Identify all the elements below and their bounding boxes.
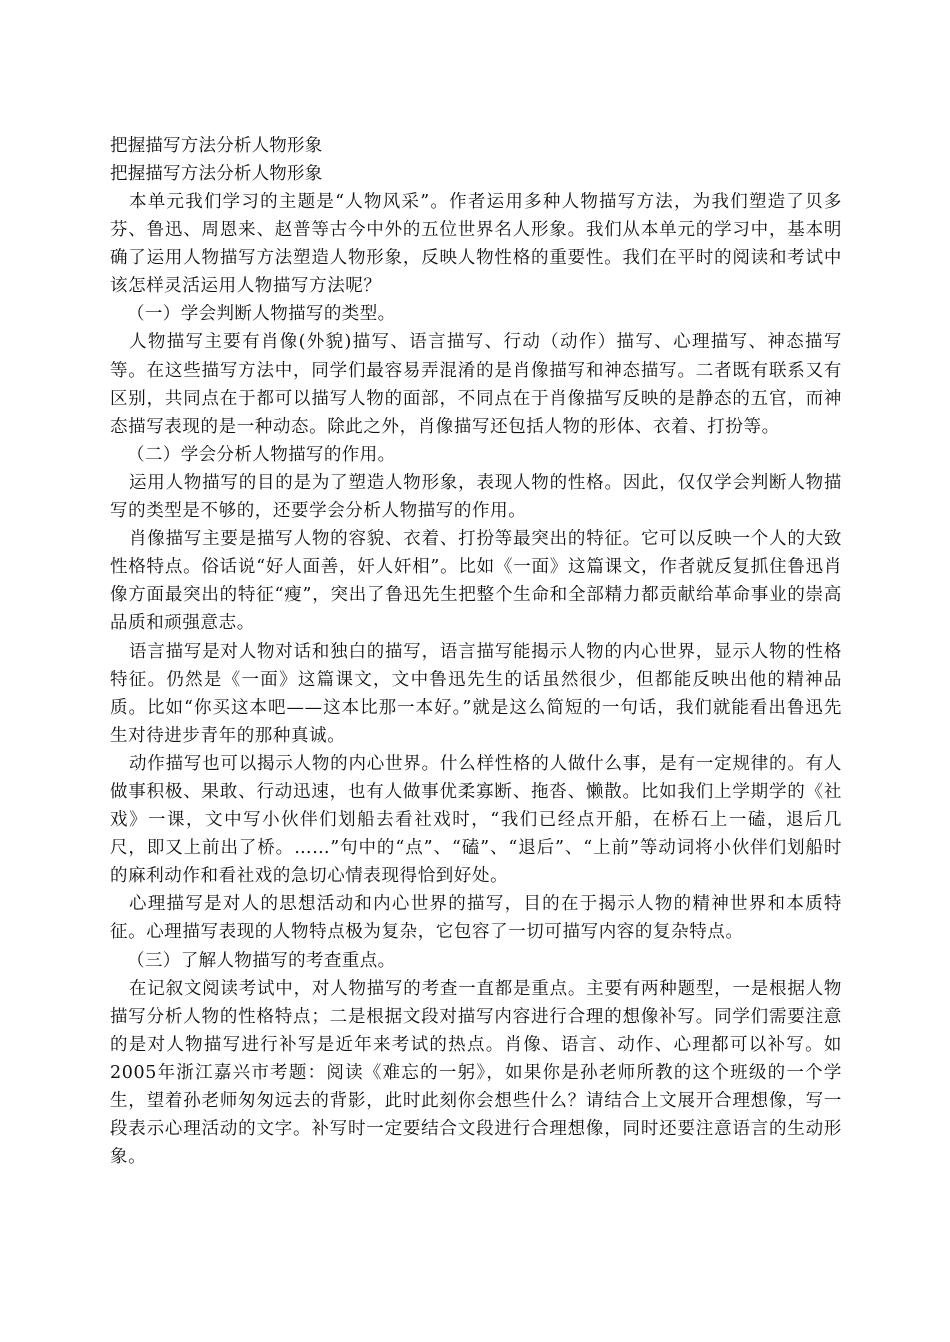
paragraph-action: 动作描写也可以揭示人物的内心世界。什么样性格的人做什么事，是有一定规律的。有人做事积极、果敢、行动迅速，也有人做事优柔寡断、拖沓、懒散。比如我们上学期学的《社戏》一课，文中写小伙伴们划船去看社戏时，“我们已经点开船，在桥石上一磕，退后几尺，即又上前出了桥。……”句中的“点”、“磕”、“退后”、“上前”等动词将小伙伴们划船时的麻利动作和看社戏的急切心情表现得恰到好处。 <box>110 753 842 887</box>
paragraph-exam-focus: 在记叙文阅读考试中，对人物描写的考查一直都是重点。主要有两种题型，一是根据人物描写分析人物的性格特点；二是根据文段对描写内容进行合理的想像补写。同学们需要注意的是对人物描写进行补写是近年来考试的热点。肖像、语言、动作、心理都可以补写。如2005年浙江嘉兴市考题：阅读《难忘的一躬》，如果你是孙老师所教的这个班级的一个学生，望着孙老师匆匆远去的背影，此时此刻你会想些什么？请结合上文展开合理想像，写一段表示心理活动的文字。补写时一定要结合文段进行合理想像，同时还要注意语言的生动形象。 <box>110 978 842 1168</box>
paragraph-portrait: 肖像描写主要是描写人物的容貌、衣着、打扮等最突出的特征。它可以反映一个人的大致性格特点。俗话说“好人面善，奸人奸相”。比如《一面》这篇课文，作者就反复抓住鲁迅肖像方面最突出的特征“瘦”，突出了鲁迅先生把整个生命和全部精力都贡献给革命事业的崇高品质和顽强意志。 <box>110 529 842 634</box>
document-title: 把握描写方法分析人物形象 <box>110 136 323 156</box>
section-heading-3: （三）了解人物描写的考查重点。 <box>127 950 396 971</box>
paragraph-types: 人物描写主要有肖像(外貌)描写、语言描写、行动（动作）描写、心理描写、神态描写等。在这些描写方法中，同学们最容易弄混淆的是肖像描写和神态描写。二者既有联系又有区别，共同点在于都可以描写人物的面部，不同点在于肖像描写反映的是静态的五官，而神态描写表现的是一种动态。除此之外，肖像描写还包括人物的形体、衣着、打扮等。 <box>110 332 842 437</box>
document-page <box>110 132 842 1171</box>
paragraph-purpose: 运用人物描写的目的是为了塑造人物形象，表现人物的性格。因此，仅仅学会判断人物描写的类型是不够的，还要学会分析人物描写的作用。 <box>110 472 842 522</box>
paragraph-language: 语言描写是对人物对话和独白的描写，语言描写能揭示人物的内心世界，显示人物的性格特征。仍然是《一面》这篇课文，文中鲁迅先生的话虽然很少，但都能反映出他的精神品质。比如“你买这本吧——这本比那一本好。”就是这么简短的一句话，我们就能看出鲁迅先生对待进步青年的那种真诚。 <box>110 641 842 746</box>
section-heading-1: （一）学会判断人物描写的类型。 <box>127 304 396 325</box>
intro-paragraph: 本单元我们学习的主题是“人物风采”。作者运用多种人物描写方法，为我们塑造了贝多芬、鲁迅、周恩来、赵普等古今中外的五位世界名人形象。我们从本单元的学习中，基本明确了运用人物描写方法塑造人物形象，反映人物性格的重要性。我们在平时的阅读和考试中该怎样灵活运用人物描写方法呢？ <box>110 192 842 297</box>
section-heading-2: （二）学会分析人物描写的作用。 <box>127 444 396 465</box>
paragraph-psychology: 心理描写是对人的思想活动和内心世界的描写，目的在于揭示人物的精神世界和本质特征。心理描写表现的人物特点极为复杂，它包容了一切可描写内容的复杂特点。 <box>110 894 842 943</box>
document-subtitle: 把握描写方法分析人物形象 <box>110 164 323 184</box>
